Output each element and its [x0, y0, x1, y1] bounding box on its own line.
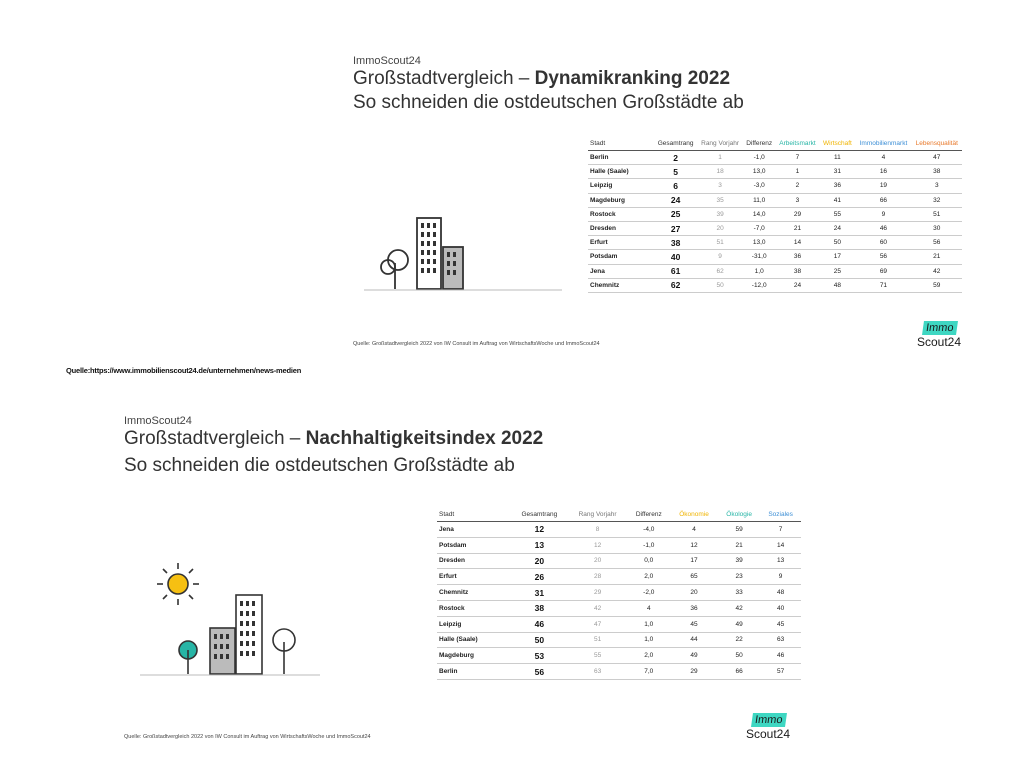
value-cell: 49	[670, 648, 718, 664]
table-row	[437, 553, 801, 569]
table-row	[588, 278, 962, 292]
value-cell: -4,0	[627, 522, 670, 538]
logo-immo: Immo	[751, 713, 786, 727]
city-cell: Berlin	[437, 664, 511, 680]
col-rang-vorjahr: Rang Vorjahr	[697, 136, 743, 151]
slide2-subtitle: So schneiden die ostdeutschen Großstädte ab	[124, 455, 515, 476]
slide1-subtitle: So schneiden die ostdeutschen Großstädte ab	[353, 92, 744, 113]
value-cell: 39	[718, 553, 760, 569]
value-cell: 17	[820, 250, 856, 264]
value-cell: 12	[568, 537, 628, 553]
value-cell: 71	[855, 278, 911, 292]
value-cell: 29	[670, 664, 718, 680]
value-cell: 63	[760, 632, 801, 648]
tree-icon	[273, 629, 295, 674]
value-cell: 59	[718, 522, 760, 538]
value-cell: -7,0	[743, 221, 776, 235]
slide2-source: Quelle: Großstadtvergleich 2022 von IW Consult im Auftrag von WirtschaftsWoche und ImmoScout24	[124, 734, 371, 740]
value-cell: 2	[775, 179, 819, 193]
city-cell: Rostock	[588, 207, 654, 221]
value-cell: 22	[718, 632, 760, 648]
col-gesamtrang: Gesamtrang	[511, 507, 568, 522]
value-cell: 14	[775, 236, 819, 250]
value-cell: 48	[820, 278, 856, 292]
city-cell: Potsdam	[588, 250, 654, 264]
value-cell: 11	[820, 151, 856, 165]
value-cell: 3	[912, 179, 962, 193]
value-cell: 50	[718, 648, 760, 664]
slide2-city-illustration	[140, 558, 320, 678]
value-cell: 14	[760, 537, 801, 553]
value-cell: 42	[718, 600, 760, 616]
value-cell: 42	[568, 600, 628, 616]
value-cell: 69	[855, 264, 911, 278]
value-cell: 6	[654, 179, 697, 193]
table-row	[437, 522, 801, 538]
value-cell: 8	[568, 522, 628, 538]
value-cell: 38	[912, 165, 962, 179]
value-cell: 23	[718, 569, 760, 585]
city-cell: Erfurt	[588, 236, 654, 250]
tree-teal-icon	[179, 641, 197, 674]
building-grey-icon	[443, 247, 463, 289]
city-cell: Halle (Saale)	[588, 165, 654, 179]
value-cell: 46	[855, 221, 911, 235]
value-cell: 50	[820, 236, 856, 250]
value-cell: 56	[511, 664, 568, 680]
sun-icon	[157, 563, 199, 605]
city-cell: Leipzig	[437, 616, 511, 632]
table-row	[588, 264, 962, 278]
slide1-title-prefix: Großstadtvergleich –	[353, 68, 535, 89]
table-row	[588, 250, 962, 264]
value-cell: 1	[775, 165, 819, 179]
value-cell: 20	[568, 553, 628, 569]
slide1-title-bold: Dynamikranking 2022	[534, 68, 731, 89]
value-cell: 38	[654, 236, 697, 250]
value-cell: 2	[654, 151, 697, 165]
col-oekonomie: Ökonomie	[670, 507, 718, 522]
value-cell: 12	[670, 537, 718, 553]
value-cell: 39	[697, 207, 743, 221]
value-cell: 4	[855, 151, 911, 165]
value-cell: 40	[760, 600, 801, 616]
slide1-logo	[917, 318, 961, 349]
value-cell: -31,0	[743, 250, 776, 264]
slide2-title	[124, 428, 543, 450]
value-cell: 36	[670, 600, 718, 616]
value-cell: 14,0	[743, 207, 776, 221]
value-cell: 17	[670, 553, 718, 569]
value-cell: 38	[511, 600, 568, 616]
col-rang-vorjahr: Rang Vorjahr	[568, 507, 628, 522]
col-oekologie: Ökologie	[718, 507, 760, 522]
col-stadt: Stadt	[437, 507, 511, 522]
slide2-logo	[746, 710, 790, 741]
value-cell: 60	[855, 236, 911, 250]
value-cell: 25	[654, 207, 697, 221]
city-cell: Halle (Saale)	[437, 632, 511, 648]
value-cell: 2,0	[627, 648, 670, 664]
col-lebensqualitaet: Lebensqualität	[912, 136, 962, 151]
value-cell: 47	[912, 151, 962, 165]
value-cell: 49	[718, 616, 760, 632]
value-cell: 26	[511, 569, 568, 585]
value-cell: 62	[654, 278, 697, 292]
table-row	[588, 236, 962, 250]
tree-icon	[381, 250, 408, 289]
table-row	[437, 664, 801, 680]
value-cell: 66	[855, 193, 911, 207]
value-cell: 24	[775, 278, 819, 292]
table-row	[588, 151, 962, 165]
value-cell: -1,0	[743, 151, 776, 165]
value-cell: 16	[855, 165, 911, 179]
value-cell: 51	[568, 632, 628, 648]
value-cell: 7	[775, 151, 819, 165]
slide2-title-prefix: Großstadtvergleich –	[124, 428, 306, 449]
page-source-url: Quelle:https://www.immobilienscout24.de/unternehmen/news-medien	[66, 366, 302, 375]
value-cell: 12	[511, 522, 568, 538]
value-cell: 1,0	[627, 616, 670, 632]
table-row	[588, 179, 962, 193]
city-cell: Chemnitz	[437, 585, 511, 601]
table-row	[437, 616, 801, 632]
value-cell: 56	[855, 250, 911, 264]
value-cell: 9	[855, 207, 911, 221]
value-cell: 1,0	[627, 632, 670, 648]
value-cell: 31	[511, 585, 568, 601]
value-cell: 28	[568, 569, 628, 585]
slide1-title	[353, 68, 730, 90]
slide1-city-illustration	[362, 213, 562, 293]
col-arbeitsmarkt: Arbeitsmarkt	[775, 136, 819, 151]
value-cell: -2,0	[627, 585, 670, 601]
value-cell: 13	[511, 537, 568, 553]
value-cell: 35	[697, 193, 743, 207]
building-grey-icon	[210, 628, 235, 674]
value-cell: 27	[654, 221, 697, 235]
value-cell: 24	[654, 193, 697, 207]
table-row	[588, 221, 962, 235]
value-cell: 13	[760, 553, 801, 569]
city-cell: Magdeburg	[437, 648, 511, 664]
value-cell: 56	[912, 236, 962, 250]
value-cell: 36	[820, 179, 856, 193]
value-cell: -3,0	[743, 179, 776, 193]
value-cell: 53	[511, 648, 568, 664]
value-cell: 45	[760, 616, 801, 632]
logo-scout24: Scout24	[917, 335, 962, 349]
value-cell: 31	[820, 165, 856, 179]
col-differenz: Differenz	[627, 507, 670, 522]
value-cell: 21	[912, 250, 962, 264]
city-cell: Dresden	[588, 221, 654, 235]
value-cell: 5	[654, 165, 697, 179]
value-cell: 51	[697, 236, 743, 250]
value-cell: 24	[820, 221, 856, 235]
value-cell: 3	[697, 179, 743, 193]
building-tall-icon	[417, 218, 441, 289]
value-cell: 40	[654, 250, 697, 264]
slide1-ranking-table	[588, 136, 962, 293]
value-cell: 42	[912, 264, 962, 278]
value-cell: 38	[775, 264, 819, 278]
value-cell: 0,0	[627, 553, 670, 569]
value-cell: 32	[912, 193, 962, 207]
value-cell: 13,0	[743, 236, 776, 250]
value-cell: -12,0	[743, 278, 776, 292]
value-cell: 59	[912, 278, 962, 292]
slide1-brand: ImmoScout24	[353, 55, 421, 67]
value-cell: 1	[697, 151, 743, 165]
value-cell: 57	[760, 664, 801, 680]
value-cell: 55	[568, 648, 628, 664]
table-row	[437, 585, 801, 601]
value-cell: 4	[670, 522, 718, 538]
value-cell: 20	[697, 221, 743, 235]
city-cell: Jena	[437, 522, 511, 538]
value-cell: 33	[718, 585, 760, 601]
table-row	[588, 165, 962, 179]
value-cell: 7	[760, 522, 801, 538]
value-cell: 48	[760, 585, 801, 601]
value-cell: 47	[568, 616, 628, 632]
table-header-row	[437, 507, 801, 522]
value-cell: 9	[760, 569, 801, 585]
table-row	[437, 569, 801, 585]
slide2-brand: ImmoScout24	[124, 415, 192, 427]
value-cell: 36	[775, 250, 819, 264]
value-cell: 29	[775, 207, 819, 221]
value-cell: 25	[820, 264, 856, 278]
value-cell: 50	[697, 278, 743, 292]
table-row	[588, 207, 962, 221]
value-cell: 21	[775, 221, 819, 235]
value-cell: 62	[697, 264, 743, 278]
value-cell: 30	[912, 221, 962, 235]
table-row	[588, 193, 962, 207]
city-cell: Leipzig	[588, 179, 654, 193]
value-cell: 21	[718, 537, 760, 553]
value-cell: 18	[697, 165, 743, 179]
value-cell: 7,0	[627, 664, 670, 680]
value-cell: 51	[912, 207, 962, 221]
value-cell: 2,0	[627, 569, 670, 585]
col-soziales: Soziales	[760, 507, 801, 522]
value-cell: -1,0	[627, 537, 670, 553]
slide1-source: Quelle: Großstadtvergleich 2022 von IW Consult im Auftrag von WirtschaftsWoche und ImmoScout24	[353, 341, 600, 347]
table-row	[437, 537, 801, 553]
city-cell: Berlin	[588, 151, 654, 165]
value-cell: 20	[511, 553, 568, 569]
table-header-row	[588, 136, 962, 151]
value-cell: 55	[820, 207, 856, 221]
slide2-ranking-table	[437, 507, 801, 680]
value-cell: 1,0	[743, 264, 776, 278]
value-cell: 13,0	[743, 165, 776, 179]
value-cell: 46	[760, 648, 801, 664]
col-wirtschaft: Wirtschaft	[820, 136, 856, 151]
value-cell: 50	[511, 632, 568, 648]
value-cell: 45	[670, 616, 718, 632]
col-stadt: Stadt	[588, 136, 654, 151]
city-cell: Erfurt	[437, 569, 511, 585]
value-cell: 9	[697, 250, 743, 264]
logo-immo: Immo	[922, 321, 957, 335]
value-cell: 46	[511, 616, 568, 632]
value-cell: 29	[568, 585, 628, 601]
col-gesamtrang: Gesamtrang	[654, 136, 697, 151]
value-cell: 66	[718, 664, 760, 680]
table-row	[437, 648, 801, 664]
col-differenz: Differenz	[743, 136, 776, 151]
city-cell: Jena	[588, 264, 654, 278]
value-cell: 63	[568, 664, 628, 680]
value-cell: 20	[670, 585, 718, 601]
slide2-title-bold: Nachhaltigkeitsindex 2022	[305, 428, 544, 449]
building-tall-icon	[236, 595, 262, 674]
value-cell: 11,0	[743, 193, 776, 207]
table-row	[437, 600, 801, 616]
table-row	[437, 632, 801, 648]
value-cell: 61	[654, 264, 697, 278]
city-cell: Magdeburg	[588, 193, 654, 207]
value-cell: 3	[775, 193, 819, 207]
city-cell: Rostock	[437, 600, 511, 616]
city-cell: Chemnitz	[588, 278, 654, 292]
city-cell: Potsdam	[437, 537, 511, 553]
logo-scout24: Scout24	[746, 727, 791, 741]
value-cell: 19	[855, 179, 911, 193]
city-cell: Dresden	[437, 553, 511, 569]
value-cell: 44	[670, 632, 718, 648]
value-cell: 4	[627, 600, 670, 616]
value-cell: 41	[820, 193, 856, 207]
value-cell: 65	[670, 569, 718, 585]
col-immobilienmarkt: Immobilienmarkt	[855, 136, 911, 151]
